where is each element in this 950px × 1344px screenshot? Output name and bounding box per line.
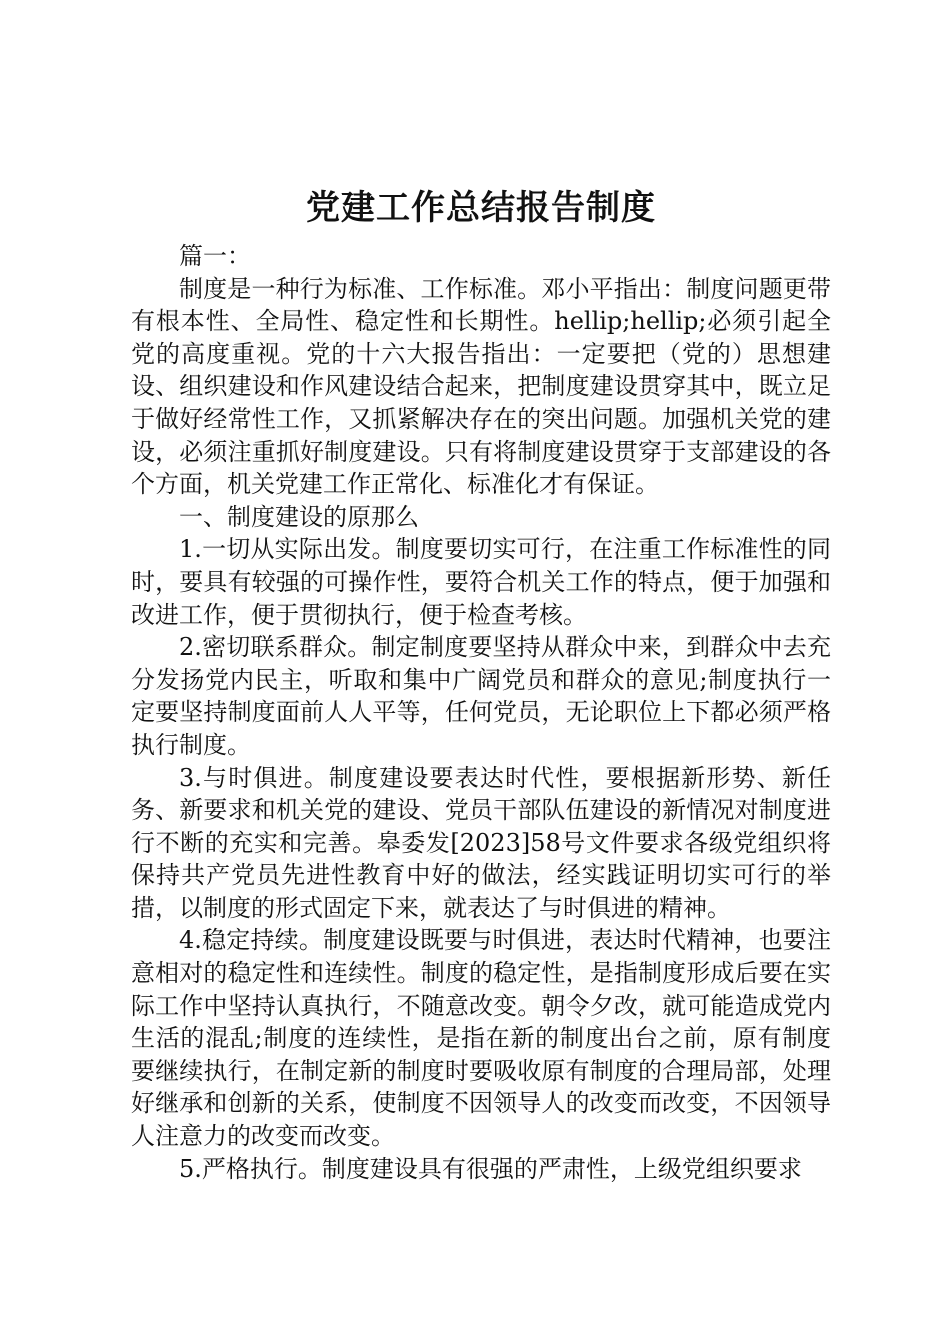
principle-2-paragraph: 2.密切联系群众。制定制度要坚持从群众中来，到群众中去充分发扬党内民主，听取和集中广阔党员和群众的意见;制度执行一定要坚持制度面前人人平等，任何党员，无论职位上下都必须严格执行制度。 xyxy=(131,633,831,759)
principle-4-paragraph: 4.稳定持续。制度建设既要与时俱进，表达时代精神，也要注意相对的稳定性和连续性。制度的稳定性，是指制度形成后要在实际工作中坚持认真执行，不随意改变。朝令夕改，就可能造成党内生活的混乱;制度的连续性，是指在新的制度出台之前，原有制度要继续执行，在制定新的制度时要吸收原有制度的合理局部，处理好继承和创新的关系，使制度不因领导人的改变而改变，不因领导人注意力的改变而改变。 xyxy=(131,926,831,1151)
principle-3-paragraph: 3.与时俱进。制度建设要表达时代性，要根据新形势、新任务、新要求和机关党的建设、党员干部队伍建设的新情况对制度进行不断的充实和完善。皋委发[2023]58号文件要求各级党组织将保持共产党员先进性教育中好的做法，经实践证明切实可行的举措，以制度的形式固定下来，就表达了与时俱进的精神。 xyxy=(131,763,831,922)
intro-paragraph: 制度是一种行为标准、工作标准。邓小平指出：制度问题更带有根本性、全局性、稳定性和长期性。hellip;hellip;必须引起全党的高度重视。党的十六大报告指出：一定要把（党的）思想建设、组织建设和作风建设结合起来，把制度建设贯穿其中，既立足于做好经常性工作，又抓紧解决存在的突出问题。加强机关党的建设，必须注重抓好制度建设。只有将制度建设贯穿于支部建设的各个方面，机关党建工作正常化、标准化才有保证。 xyxy=(131,274,831,499)
document-page xyxy=(131,182,831,1185)
section-heading: 一、制度建设的原那么 xyxy=(179,502,419,531)
principle-1-paragraph: 1.一切从实际出发。制度要切实可行，在注重工作标准性的同时，要具有较强的可操作性，要符合机关工作的特点，便于加强和改进工作，便于贯彻执行，便于检查考核。 xyxy=(131,535,831,629)
document-title: 党建工作总结报告制度 xyxy=(306,188,656,228)
principle-5-paragraph: 5.严格执行。制度建设具有很强的严肃性，上级党组织要求 xyxy=(179,1154,802,1183)
section-label: 篇一： xyxy=(179,242,251,270)
